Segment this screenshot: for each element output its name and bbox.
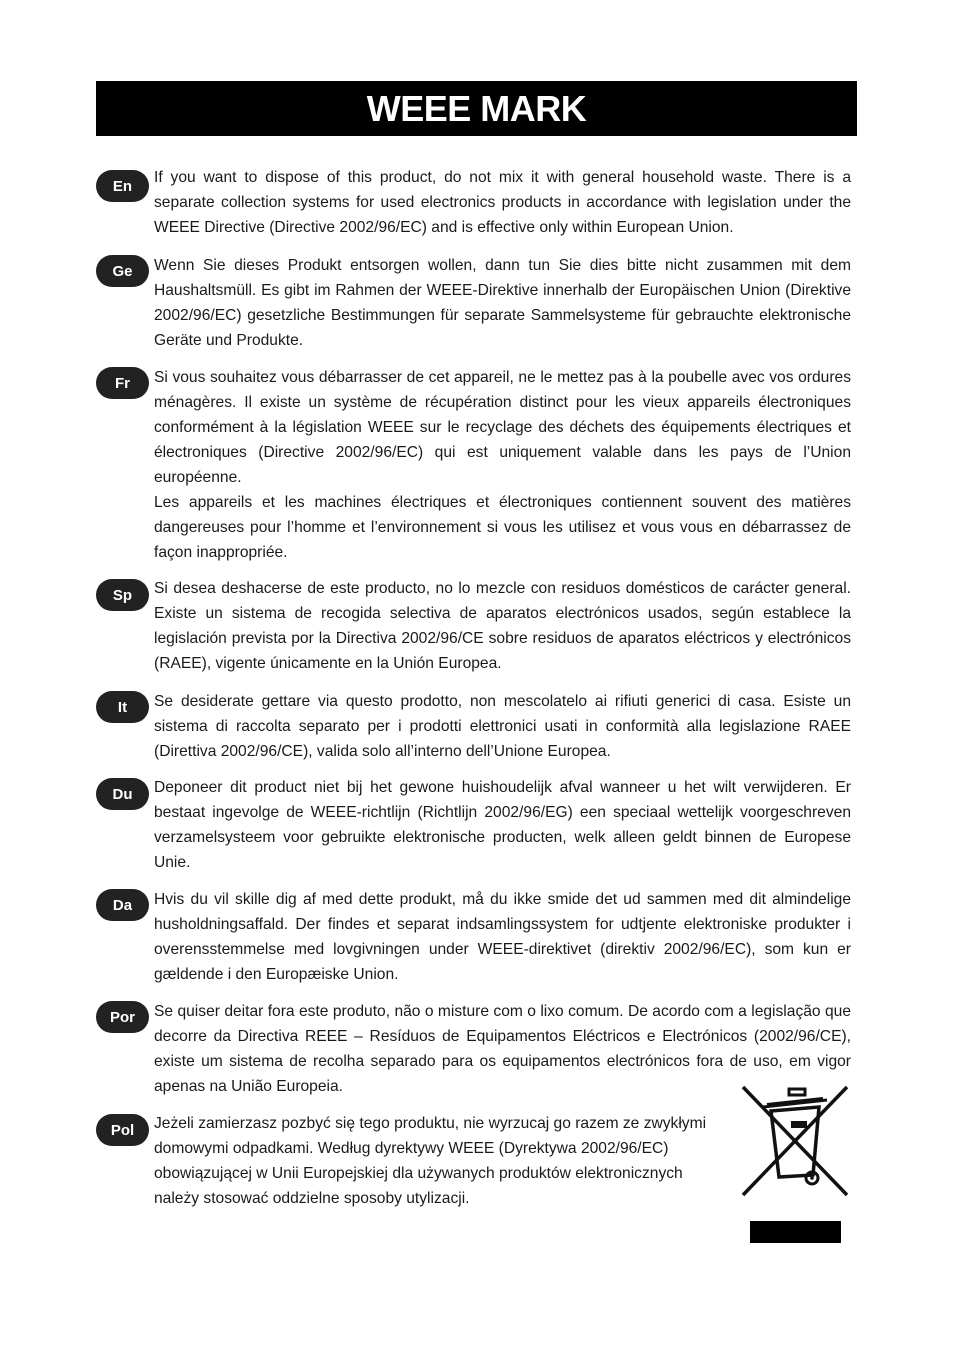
paragraph-it	[154, 689, 851, 764]
paragraph-en	[154, 165, 851, 240]
language-badge-fr: Fr	[96, 367, 149, 399]
paragraph-da	[154, 887, 851, 987]
paragraph-du	[154, 775, 851, 875]
paragraph-text: Les appareils et les machines électriques et électroniques contiennent souvent des matières dangereuses pour l’homme et l’environnement si vous les utilisez et vous vous en débarrassez de façon inappropriée.	[154, 494, 851, 561]
paragraph-text: If you want to dispose of this product, do not mix it with general household waste. There is a separate collection systems for used electronics products in accordance with legislation under the WEEE Directive (Directive 2002/96/EC) and is effective only within European Union.	[154, 169, 851, 236]
page-title: WEEE MARK	[366, 87, 587, 129]
paragraph-text: Se quiser deitar fora este produto, não o misture com o lixo comum. De acordo com a legislação que decorre da Directiva REEE – Resíduos de Equipamentos Eléctricos e Electrónicos (2002/96/CE), existe um sistema de recolha separado para os equipamentos electrónicos fora de uso, em vigor apenas na União Europeia.	[154, 1003, 851, 1095]
paragraph-text: Jeżeli zamierzasz pozbyć się tego produktu, nie wyrzucaj go razem ze zwykłymi domowymi odpadkami. Według dyrektywy WEEE (Dyrektywa 2002/96/EC) obowiązującej w Unii Europejskiej dla używanych produktów elektronicznych należy stosować oddzielne sposoby utylizacji.	[154, 1115, 707, 1207]
language-badge-en: En	[96, 170, 149, 202]
paragraph-text: Hvis du vil skille dig af med dette produkt, må du ikke smide det ud sammen med dit almindelige husholdningsaffald. Der findes et separat indsamlingssystem for udtjente elektroniske produkter i overensstemmelse med lovgivningen under WEEE-direktivet (direktiv 2002/96/EC), som kun er gældende i den Europæiske Union.	[154, 891, 851, 983]
paragraph-ge	[154, 253, 851, 353]
title-bar	[96, 81, 857, 136]
paragraph-fr	[154, 365, 851, 565]
paragraph-text: Se desiderate gettare via questo prodotto, non mescolatelo ai rifiuti generici di casa. Esiste un sistema di raccolta separato per i prodotti elettronici usati in conformità alla legislazione RAEE (Direttiva 2002/96/CE), valida solo all’interno dell’Unione Europea.	[154, 693, 851, 760]
language-badge-pol: Pol	[96, 1114, 149, 1146]
language-badge-sp: Sp	[96, 579, 149, 611]
paragraph-sp	[154, 576, 851, 676]
paragraph-text: Si vous souhaitez vous débarrasser de cet appareil, ne le mettez pas à la poubelle avec vos ordures ménagères. Il existe un système de récupération distinct pour les vieux appareils électroniques conformément à la législation WEEE sur le recyclage des déchets des équipements électriques et électroniques (Directive 2002/96/EC) qui est uniquement valable dans les pays de l’Union européenne.	[154, 369, 851, 486]
language-badge-por: Por	[96, 1001, 149, 1033]
paragraph-text: Wenn Sie dieses Produkt entsorgen wollen, dann tun Sie dies bitte nicht zusammen mit dem Haushaltsmüll. Es gibt im Rahmen der WEEE-Direktive innerhalb der Europäischen Union (Direktive 2002/96/EC) gesetzliche Bestimmungen für separate Sammelsysteme für gebrauchte elektronische Geräte und Produkte.	[154, 257, 851, 349]
weee-bar	[750, 1221, 841, 1243]
paragraph-text: Deponeer dit product niet bij het gewone huishoudelijk afval wanneer u het wilt verwijderen. Er bestaat ingevolge de WEEE-richtlijn (Richtlijn 2002/96/EG) een speciaal wettelijk voorgeschreven verzamelsysteem voor gebruikte elektronische producten, welk alleen geldt binnen de Europese Unie.	[154, 779, 851, 871]
language-badge-it: It	[96, 691, 149, 723]
language-badge-da: Da	[96, 889, 149, 921]
language-badge-du: Du	[96, 778, 149, 810]
language-badge-ge: Ge	[96, 255, 149, 287]
paragraph-pol	[154, 1111, 732, 1211]
paragraph-text: Si desea deshacerse de este producto, no lo mezcle con residuos domésticos de carácter general. Existe un sistema de recogida selectiva de aparatos electrónicos usados, según establece la legislación prevista por la Directiva 2002/96/CE sobre residuos de aparatos eléctricos y electrónicos (RAEE), vigente únicamente en la Unión Europea.	[154, 580, 851, 672]
crossed-out-wheelie-bin-icon	[739, 1083, 851, 1199]
